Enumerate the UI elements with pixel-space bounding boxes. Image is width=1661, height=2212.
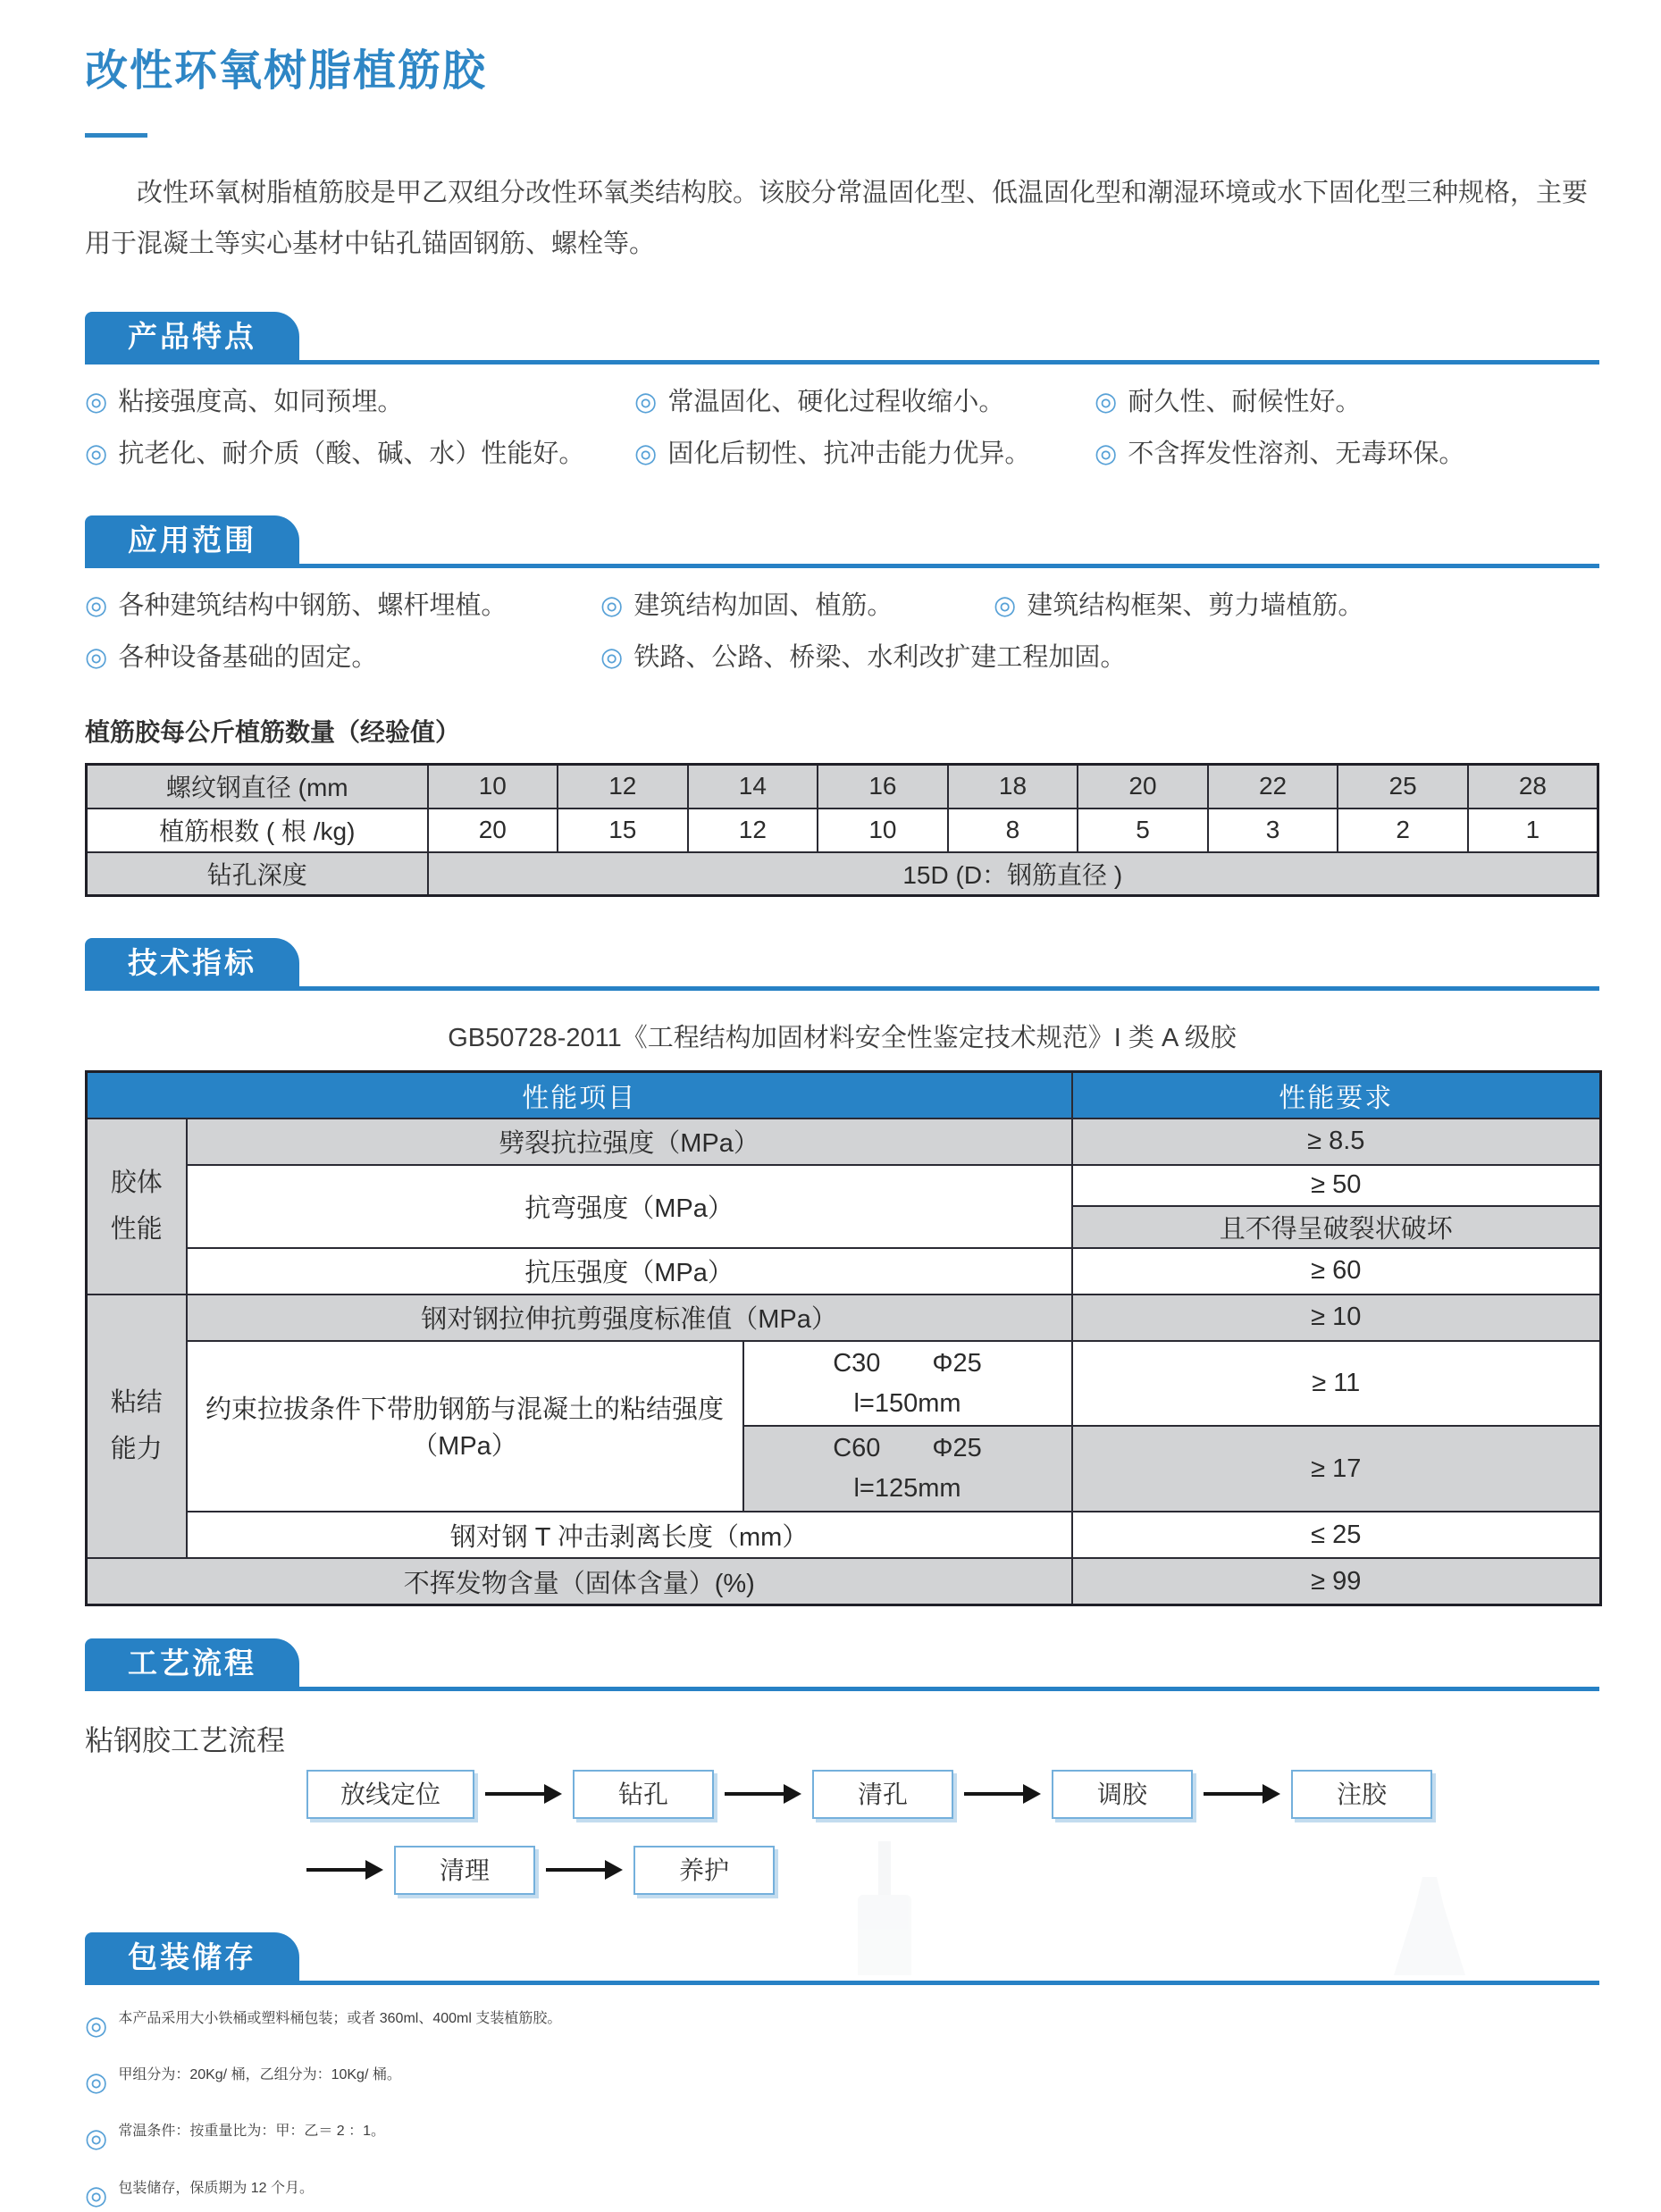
application-item: ◎ 建筑结构加固、植筋。: [600, 590, 994, 622]
process-flow-row1: [306, 1770, 1599, 1819]
property-label: 抗弯强度（MPa）: [187, 1165, 1072, 1248]
requirement-value: ≥ 10: [1072, 1295, 1601, 1341]
section-header-process: [85, 1638, 1599, 1691]
group-label-bonding: 粘结能力: [87, 1295, 187, 1559]
property-label: 抗压强度（MPa）: [187, 1248, 1072, 1295]
flow-step: 注胶: [1291, 1770, 1432, 1819]
flow-arrow-icon: [485, 1784, 562, 1804]
flow-arrow-icon: [725, 1784, 801, 1804]
table-row: [87, 852, 1598, 896]
col-header-req: 性能要求: [1072, 1072, 1601, 1119]
flow-arrow-icon: [306, 1860, 383, 1880]
table-row: 螺纹钢直径 (mm 10 12 14 16 18 20 22 25 28: [87, 765, 1598, 809]
bullet-icon: ◎: [85, 591, 108, 620]
process-badge: 工艺流程: [85, 1638, 299, 1687]
flow-step: 放线定位: [306, 1770, 474, 1819]
flow-step: 养护: [633, 1846, 775, 1895]
feature-item: ◎ 常温固化、硬化过程收缩小。: [634, 386, 1095, 418]
property-label: 钢对钢拉伸抗剪强度标准值（MPa）: [187, 1295, 1072, 1341]
packaging-item: ◎ 常温条件：按重量比为：甲：乙＝ 2 ：1。: [85, 2123, 1599, 2155]
flow-arrow-icon: [546, 1860, 623, 1880]
bullet-icon: ◎: [85, 388, 108, 417]
condition-cell: C30 Φ25 l=150mm: [743, 1341, 1072, 1427]
requirement-value: ≤ 25: [1072, 1512, 1601, 1558]
bullet-icon: ◎: [85, 2181, 108, 2210]
property-label: 劈裂抗拉强度（MPa）: [187, 1119, 1072, 1165]
standard-reference: GB50728-2011《工程结构加固材料安全性鉴定技术规范》I 类 A 级胶: [448, 1024, 1237, 1053]
flow-step: 调胶: [1052, 1770, 1193, 1819]
packaging-item: ◎ 甲组分为：20Kg/ 桶，乙组分为：10Kg/ 桶。: [85, 2066, 1599, 2099]
drill-depth-value: 15D (D：钢筋直径 ): [428, 852, 1598, 896]
section-header-applications: [85, 515, 1599, 568]
bullet-icon: ◎: [85, 440, 108, 469]
feature-item: ◎ 抗老化、耐介质（酸、碱、水）性能好。: [85, 438, 634, 470]
flow-arrow-icon: [964, 1784, 1041, 1804]
application-item: ◎ 建筑结构框架、剪力墙植筋。: [994, 590, 1599, 622]
packaging-item: ◎ 本产品采用大小铁桶或塑料桶包装；或者 360ml、400ml 支装植筋胶。: [85, 2010, 1599, 2042]
process-subtitle: 粘钢胶工艺流程: [85, 1723, 286, 1756]
rebar-diameter-header: 螺纹钢直径 (mm: [87, 765, 428, 809]
col-header-item: 性能项目: [87, 1072, 1072, 1119]
table-row: [87, 1558, 1601, 1605]
rebar-count-header: 植筋根数 ( 根 /kg): [87, 809, 428, 852]
drill-depth-header: 钻孔深度: [87, 852, 428, 896]
feature-item: ◎ 粘接强度高、如同预埋。: [85, 386, 634, 418]
bullet-icon: ◎: [634, 388, 658, 417]
table-row: 植筋根数 ( 根 /kg) 20 15 12 10 8 5 3 2 1: [87, 809, 1598, 852]
packaging-list: [85, 2010, 1599, 2212]
page-title: 改性环氧树脂植筋胶: [85, 47, 488, 95]
application-item: ◎ 铁路、公路、桥梁、水利改扩建工程加固。: [600, 641, 994, 674]
table-row: [87, 1512, 1601, 1558]
requirement-value: ≥ 99: [1072, 1558, 1601, 1605]
bullet-icon: ◎: [600, 591, 624, 620]
section-header-packaging: [85, 1932, 1599, 1985]
title-underline: [85, 133, 147, 138]
feature-item: ◎ 固化后韧性、抗冲击能力优异。: [634, 438, 1095, 470]
requirement-value: ≥ 50: [1072, 1165, 1601, 1206]
table-row: [87, 1165, 1601, 1206]
bullet-icon: ◎: [1095, 440, 1118, 469]
bullet-icon: ◎: [85, 2068, 108, 2098]
application-item: ◎ 各种设备基础的固定。: [85, 641, 600, 674]
bullet-icon: ◎: [85, 2124, 108, 2154]
table-row: [87, 1295, 1601, 1341]
intro-paragraph: 改性环氧树脂植筋胶是甲乙双组分改性环氧类结构胶。该胶分常温固化型、低温固化型和潮湿环境或水下固化型三种规格，主要用于混凝土等实心基材中钻孔锚固钢筋、螺栓等。: [85, 179, 1589, 258]
condition-cell: C60 Φ25 l=125mm: [743, 1426, 1072, 1512]
tech-badge: 技术指标: [85, 938, 299, 986]
group-label-adhesive: 胶体性能: [87, 1119, 187, 1295]
section-header-features: [85, 312, 1599, 364]
features-badge: 产品特点: [85, 312, 299, 360]
tech-table: [85, 1070, 1602, 1606]
table-row: [87, 1119, 1601, 1165]
feature-item: ◎ 耐久性、耐候性好。: [1095, 386, 1599, 418]
bullet-icon: ◎: [85, 2011, 108, 2040]
application-item: ◎ 各种建筑结构中钢筋、螺杆埋植。: [85, 590, 600, 622]
applications-list: [85, 590, 1599, 674]
requirement-value: ≥ 8.5: [1072, 1119, 1601, 1165]
requirement-value: ≥ 11: [1072, 1341, 1601, 1427]
flow-step: 钻孔: [573, 1770, 714, 1819]
bullet-icon: ◎: [600, 642, 624, 672]
property-label: 约束拉拔条件下带肋钢筋与混凝土的粘结强度（MPa）: [187, 1341, 743, 1512]
flow-step: 清理: [394, 1846, 535, 1895]
applications-badge: 应用范围: [85, 515, 299, 564]
requirement-note: 且不得呈破裂状破坏: [1072, 1206, 1601, 1248]
bullet-icon: ◎: [634, 440, 658, 469]
features-list: [85, 386, 1599, 471]
packaging-badge: 包装储存: [85, 1932, 299, 1981]
bullet-icon: ◎: [994, 591, 1017, 620]
feature-item: ◎ 不含挥发性溶剂、无毒环保。: [1095, 438, 1599, 470]
packaging-item: ◎ 包装储存，保质期为 12 个月。: [85, 2180, 1599, 2212]
process-flow-row2: [306, 1846, 1599, 1895]
property-label: 钢对钢 T 冲击剥离长度（mm）: [187, 1512, 1072, 1558]
rebar-table-title: 植筋胶每公斤植筋数量（经验值）: [85, 718, 461, 747]
rebar-table: [85, 763, 1599, 897]
bullet-icon: ◎: [1095, 388, 1118, 417]
table-row: [87, 1341, 1601, 1427]
requirement-value: ≥ 17: [1072, 1426, 1601, 1512]
table-header-row: [87, 1072, 1601, 1119]
section-header-tech: [85, 938, 1599, 991]
bullet-icon: ◎: [85, 642, 108, 672]
table-row: [87, 1248, 1601, 1295]
property-label: 不挥发物含量（固体含量）(%): [87, 1558, 1072, 1605]
flow-step: 清孔: [812, 1770, 953, 1819]
requirement-value: ≥ 60: [1072, 1248, 1601, 1295]
flow-arrow-icon: [1204, 1784, 1280, 1804]
